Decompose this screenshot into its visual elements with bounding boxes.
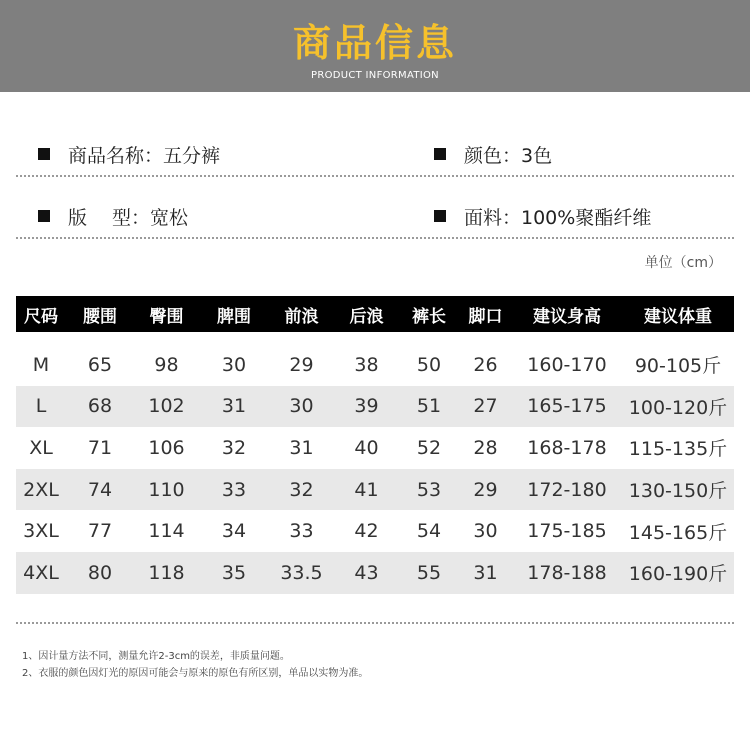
table-cell: 55 <box>416 561 442 584</box>
table-cell: 31 <box>289 436 314 459</box>
table-cell: 74 <box>87 478 113 501</box>
header-cell: 脚口 <box>468 306 503 327</box>
table-cell: 50 <box>416 353 442 376</box>
table-cell: 43 <box>354 561 379 584</box>
table-cell: 31 <box>221 395 247 418</box>
table-cell: 90-105斤 <box>634 355 722 378</box>
table-cell: 40 <box>354 436 379 459</box>
dotted-divider <box>16 622 734 624</box>
table-cell: 168-178 <box>527 436 607 459</box>
fit-item <box>38 196 188 236</box>
table-cell: 39 <box>354 395 379 418</box>
table-cell: 30 <box>473 520 498 543</box>
table-cell: 102 <box>148 395 185 418</box>
header-cell: 脾围 <box>217 306 251 327</box>
table-cell: 114 <box>148 520 185 543</box>
square-bullet-icon <box>434 210 446 222</box>
table-cell: XL <box>29 436 53 459</box>
table-cell: 35 <box>221 561 247 584</box>
color-text: 颜色：3色 <box>464 144 553 167</box>
table-cell: M <box>32 353 50 376</box>
header-cell: 建议体重 <box>644 306 712 327</box>
table-cell: 68 <box>87 395 113 418</box>
table-cell: 30 <box>221 353 247 376</box>
table-cell: 29 <box>473 478 498 501</box>
header-cell: 建议身高 <box>533 306 601 327</box>
table-cell: 100-120斤 <box>628 396 728 419</box>
note-line: 1、因计量方法不同，测量允许2-3cm的误差，非质量问题。 <box>22 651 290 662</box>
notes <box>22 648 368 682</box>
table-cell: 32 <box>221 436 247 459</box>
header-cell: 前浪 <box>284 306 319 327</box>
table-cell: 26 <box>473 353 498 376</box>
table-cell: 106 <box>148 436 185 459</box>
table-cell: 172-180 <box>527 478 607 501</box>
fit-text: 版 型：宽松 <box>68 206 189 229</box>
table-row <box>16 510 734 552</box>
table-row <box>16 386 734 428</box>
table-cell: 3XL <box>23 520 59 543</box>
table-cell: 53 <box>416 478 442 501</box>
table-cell: 77 <box>87 520 113 543</box>
table-cell: 32 <box>289 478 314 501</box>
table-cell: 175-185 <box>527 520 607 543</box>
header-cell: 尺码 <box>24 306 58 327</box>
table-cell: 80 <box>87 561 113 584</box>
header-banner <box>0 0 750 92</box>
color-item <box>434 134 552 174</box>
table-row <box>16 344 734 386</box>
table-cell: 38 <box>354 353 379 376</box>
fabric-text: 面料：100%聚酯纤维 <box>464 206 652 229</box>
table-row <box>16 552 734 594</box>
product-name-item <box>38 134 220 174</box>
table-cell: 160-190斤 <box>628 563 728 586</box>
table-cell: 165-175 <box>527 395 607 418</box>
unit-label: 单位（cm） <box>644 255 722 271</box>
dotted-divider <box>16 175 734 177</box>
table-cell: 4XL <box>23 561 59 584</box>
banner-subtitle: PRODUCT INFORMATION <box>311 70 439 81</box>
table-cell: 33 <box>221 478 247 501</box>
header-cell: 腰围 <box>83 306 117 327</box>
table-cell: 130-150斤 <box>628 480 728 503</box>
table-cell: 42 <box>354 520 379 543</box>
info-row-1 <box>0 134 750 174</box>
table-cell: 71 <box>87 436 113 459</box>
table-cell: 33 <box>289 520 314 543</box>
table-cell: 65 <box>87 353 113 376</box>
table-row <box>16 427 734 469</box>
note-line: 2、衣服的颜色因灯光的原因可能会与原来的原色有所区别，单品以实物为准。 <box>22 668 369 679</box>
square-bullet-icon <box>38 148 50 160</box>
table-cell: 2XL <box>23 478 59 501</box>
table-row <box>16 469 734 511</box>
banner-title: 商品信息 <box>292 21 457 65</box>
table-cell: 118 <box>148 561 185 584</box>
dotted-divider <box>16 237 734 239</box>
table-cell: 110 <box>148 478 185 501</box>
table-cell: L <box>35 395 47 418</box>
product-name-text: 商品名称：五分裤 <box>68 144 221 167</box>
header-cell: 臀围 <box>149 306 184 327</box>
table-cell: 33.5 <box>280 561 323 584</box>
table-cell: 145-165斤 <box>628 521 728 544</box>
table-cell: 29 <box>289 353 314 376</box>
table-cell: 54 <box>416 520 442 543</box>
table-cell: 31 <box>473 561 498 584</box>
table-cell: 30 <box>289 395 314 418</box>
table-cell: 27 <box>473 395 498 418</box>
table-cell: 28 <box>473 436 498 459</box>
table-cell: 51 <box>416 395 442 418</box>
header-cell: 裤长 <box>412 306 446 327</box>
info-row-2 <box>0 196 750 236</box>
table-body <box>16 344 734 594</box>
table-cell: 98 <box>154 353 179 376</box>
table-cell: 52 <box>416 436 442 459</box>
header-cell: 后浪 <box>349 306 384 327</box>
square-bullet-icon <box>38 210 50 222</box>
table-cell: 178-188 <box>527 561 607 584</box>
table-cell: 41 <box>354 478 379 501</box>
square-bullet-icon <box>434 148 446 160</box>
table-header <box>16 296 734 332</box>
table-cell: 160-170 <box>527 353 607 376</box>
size-table <box>16 296 734 594</box>
table-cell: 34 <box>221 520 247 543</box>
table-cell: 115-135斤 <box>628 438 728 461</box>
fabric-item <box>434 196 651 236</box>
